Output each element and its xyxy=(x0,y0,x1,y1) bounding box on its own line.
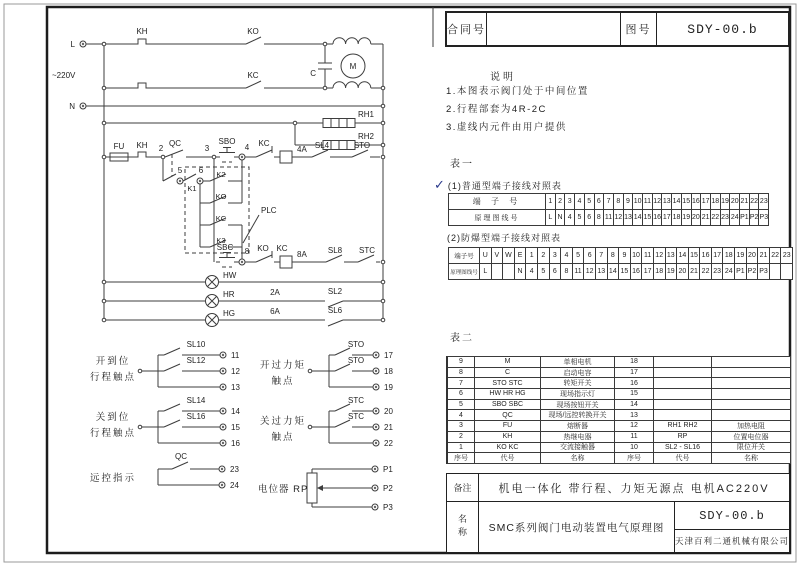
label-p1: P1 xyxy=(383,465,393,474)
wire-cell: N xyxy=(515,264,527,280)
wire-cell: 22 xyxy=(700,264,712,280)
terminal-cell: 10 xyxy=(633,194,643,210)
component-cell: 4 xyxy=(448,410,475,421)
component-cell: 热继电器 xyxy=(541,432,615,443)
wiper-arrow-icon xyxy=(317,485,323,491)
label-motor: M xyxy=(349,62,357,71)
label-rh1: RH1 xyxy=(358,110,375,119)
component-cell: 熔断器 xyxy=(541,421,615,432)
wire-cell: 24 xyxy=(730,210,740,226)
label-stc2: STC xyxy=(348,412,364,421)
label-hg: HG xyxy=(223,309,235,318)
terminal-cell: 4 xyxy=(561,248,573,264)
wire-cell: 13 xyxy=(596,264,608,280)
terminal-cell: 15 xyxy=(689,248,701,264)
wire-cell: 15 xyxy=(643,210,653,226)
label-k3: K3 xyxy=(216,236,226,245)
label-sl6: SL6 xyxy=(327,306,343,315)
terminal-cell: 21 xyxy=(758,248,770,264)
component-cell: 6 xyxy=(448,389,475,400)
circuit-wires xyxy=(86,37,383,326)
wire-cell: 11 xyxy=(573,264,585,280)
label-wire3: 3 xyxy=(204,144,210,153)
terminal-row xyxy=(449,194,769,210)
wire-row xyxy=(449,210,769,226)
terminal-cell: E xyxy=(515,248,527,264)
terminal-cell: 17 xyxy=(701,194,711,210)
label-grp-ctq2: 触点 xyxy=(271,432,295,443)
name-label: 名称 xyxy=(447,502,479,552)
drawing-no-value: SDY-00.b xyxy=(687,21,758,37)
component-cell: 12 xyxy=(615,421,654,432)
terminal-cell: V xyxy=(492,248,504,264)
label-wire2a: 2A xyxy=(270,288,280,297)
label-ko-aux: KO xyxy=(215,192,227,201)
terminal-cell: U xyxy=(480,248,492,264)
wire-cell: 22 xyxy=(711,210,721,226)
component-cell: 限位开关 xyxy=(712,443,791,454)
terminal-cell: 19 xyxy=(721,194,731,210)
wire-cell xyxy=(770,264,782,280)
component-table xyxy=(446,356,791,464)
terminal-cells xyxy=(480,248,793,264)
wire-cell: P1 xyxy=(740,210,750,226)
component-cell xyxy=(654,400,712,411)
table1-normal-title xyxy=(434,177,562,193)
terminal-cell: 6 xyxy=(595,194,605,210)
component-cell: 现场指示灯 xyxy=(541,389,615,400)
table1-ex-title: (2)防爆型端子接线对照表 xyxy=(447,233,562,243)
component-cell: C xyxy=(475,368,541,379)
wire-cell: 23 xyxy=(721,210,731,226)
component-cell: HW HR HG xyxy=(475,389,541,400)
component-cell: 11 xyxy=(615,432,654,443)
terminal-cell: 2 xyxy=(556,194,566,210)
terminal-cell: 4 xyxy=(575,194,585,210)
label-grp-ctq1: 关过力矩 xyxy=(259,416,307,427)
label-hw: HW xyxy=(223,271,237,280)
component-cell: 13 xyxy=(615,410,654,421)
component-cell xyxy=(712,357,791,368)
component-cell xyxy=(712,400,791,411)
label-ko-top: KO xyxy=(247,27,259,36)
component-cell: 9 xyxy=(448,357,475,368)
lamp-symbols xyxy=(206,276,219,327)
component-cell xyxy=(712,410,791,421)
wire-cells xyxy=(546,210,769,226)
terminal-cell: 5 xyxy=(585,194,595,210)
label-t23: 23 xyxy=(230,465,239,474)
terminal-cell: 19 xyxy=(735,248,747,264)
label-wire6a: 6A xyxy=(270,307,280,316)
wire-cell: 13 xyxy=(624,210,634,226)
component-cell xyxy=(654,389,712,400)
label-cap: C xyxy=(310,69,316,78)
component-cell xyxy=(712,389,791,400)
component-cell: 10 xyxy=(615,443,654,454)
label-kh-top: KH xyxy=(136,27,148,36)
component-cell: 5 xyxy=(448,400,475,411)
label-t22: 22 xyxy=(384,439,393,448)
wire-cell: 21 xyxy=(701,210,711,226)
label-sto2: STO xyxy=(347,356,365,365)
terminal-row-header: 端子号 xyxy=(449,248,480,264)
terminal-table-ex xyxy=(448,247,793,280)
label-sl12: SL12 xyxy=(186,356,206,365)
terminal-cell: 16 xyxy=(692,194,702,210)
contract-no-value xyxy=(487,13,621,45)
terminal-cell: 10 xyxy=(631,248,643,264)
wire-cell: 18 xyxy=(672,210,682,226)
label-kc-top: KC xyxy=(247,71,259,80)
component-cell: 单相电机 xyxy=(541,357,615,368)
component-cell: 7 xyxy=(448,378,475,389)
label-term6: 6 xyxy=(198,166,204,175)
wire-cell: P2 xyxy=(750,210,760,226)
wire-cell: 6 xyxy=(585,210,595,226)
label-k2: K2 xyxy=(216,170,226,179)
label-term8: 8 xyxy=(244,247,250,256)
label-kc-nc: KC xyxy=(258,139,270,148)
terminal-row-header: 端 子 号 xyxy=(449,194,546,210)
terminal-cell: 22 xyxy=(770,248,782,264)
wire-cell: 5 xyxy=(575,210,585,226)
label-sl8: SL8 xyxy=(327,246,343,255)
label-t21: 21 xyxy=(384,423,393,432)
wire-cell xyxy=(781,264,793,280)
wire-cell xyxy=(492,264,504,280)
component-cell: 3 xyxy=(448,421,475,432)
label-sl16: SL16 xyxy=(186,412,206,421)
wire-cells xyxy=(480,264,793,280)
component-cell: STO STC xyxy=(475,378,541,389)
component-cell: 现场/远控转换开关 xyxy=(541,410,615,421)
component-cell xyxy=(654,368,712,379)
terminal-cell: 7 xyxy=(596,248,608,264)
component-footer-cell: 代号 xyxy=(475,453,541,464)
component-cell: 17 xyxy=(615,368,654,379)
note-item: 1.本图表示阀门处于中间位置 xyxy=(446,86,589,97)
wire-cell: 15 xyxy=(619,264,631,280)
label-sto1: STO xyxy=(347,340,365,349)
label-grp-open1: 开到位 xyxy=(95,356,131,367)
component-cell: SL2 - SL16 xyxy=(654,443,712,454)
label-grp-otq1: 开过力矩 xyxy=(259,360,307,371)
wire-cell: P2 xyxy=(747,264,759,280)
component-footer-cell: 代号 xyxy=(654,453,712,464)
label-ko-nc: KO xyxy=(257,244,269,253)
terminal-cell: 1 xyxy=(546,194,556,210)
terminal-cell: 7 xyxy=(604,194,614,210)
component-cell: KH xyxy=(475,432,541,443)
wire-cell: 20 xyxy=(677,264,689,280)
notes-title: 说明 xyxy=(490,72,516,83)
terminal-cells xyxy=(546,194,769,210)
wire-cell: 4 xyxy=(565,210,575,226)
check-mark-icon: ✓ xyxy=(434,177,446,192)
label-t16: 16 xyxy=(231,439,240,448)
terminal-cell: 22 xyxy=(750,194,760,210)
label-rp: 电位器 RP xyxy=(258,484,309,495)
drawing-no-bottom: SDY-00.b xyxy=(675,502,789,530)
label-remote: 远控指示 xyxy=(89,473,137,484)
note-item: 3.虚线内元件由用户提供 xyxy=(446,122,567,133)
label-n: N xyxy=(69,102,75,111)
wire-cell: P1 xyxy=(735,264,747,280)
label-stc-main: STC xyxy=(359,246,375,255)
component-cell: 18 xyxy=(615,357,654,368)
wire-cell: 17 xyxy=(662,210,672,226)
wire-cell: 8 xyxy=(595,210,605,226)
terminal-cell: 18 xyxy=(711,194,721,210)
label-supply: ~220V xyxy=(52,71,76,80)
wire-cell: 16 xyxy=(631,264,643,280)
label-t12: 12 xyxy=(231,367,240,376)
terminal-cell: 15 xyxy=(682,194,692,210)
wire-cell: 23 xyxy=(712,264,724,280)
terminal-cell: 14 xyxy=(677,248,689,264)
terminal-cell: 9 xyxy=(619,248,631,264)
terminal-cell: 1 xyxy=(526,248,538,264)
terminal-cell: 8 xyxy=(614,194,624,210)
label-fu: FU xyxy=(113,142,125,151)
drawing-name: SMC系列阀门电动装置电气原理图 xyxy=(479,502,675,552)
terminal-cell: 13 xyxy=(666,248,678,264)
wire-cell: N xyxy=(556,210,566,226)
component-cell: QC xyxy=(475,410,541,421)
label-qc: QC xyxy=(169,139,181,148)
label-t13: 13 xyxy=(231,383,240,392)
label-k1: K1 xyxy=(187,184,197,193)
label-stc1: STC xyxy=(348,396,364,405)
wire-cell: P3 xyxy=(759,210,769,226)
component-cell: 15 xyxy=(615,389,654,400)
label-sl2: SL2 xyxy=(327,287,343,296)
terminal-cell: 3 xyxy=(550,248,562,264)
component-cell: 1 xyxy=(448,443,475,454)
wire-cell: 21 xyxy=(689,264,701,280)
wire-cell: 14 xyxy=(633,210,643,226)
label-sl4: SL4 xyxy=(314,141,330,150)
terminal-cell: 3 xyxy=(565,194,575,210)
component-cell: 启动电容 xyxy=(541,368,615,379)
wire-cell: 19 xyxy=(666,264,678,280)
label-term4: 4 xyxy=(244,143,250,152)
label-t19: 19 xyxy=(384,383,393,392)
terminal-cell: 20 xyxy=(747,248,759,264)
name-block-right xyxy=(675,502,789,552)
label-t18: 18 xyxy=(384,367,393,376)
component-cell: M xyxy=(475,357,541,368)
terminal-cell: 23 xyxy=(759,194,769,210)
terminal-cell: 18 xyxy=(723,248,735,264)
label-wire2: 2 xyxy=(158,144,164,153)
terminal-cell: 11 xyxy=(642,248,654,264)
wire-cell: 12 xyxy=(614,210,624,226)
component-cell: RH1 RH2 xyxy=(654,421,712,432)
terminal-cell: 5 xyxy=(573,248,585,264)
company-name: 天津百利二通机械有限公司 xyxy=(675,536,790,546)
terminal-cell: W xyxy=(503,248,515,264)
wire-cell: 17 xyxy=(642,264,654,280)
component-cell: 8 xyxy=(448,368,475,379)
component-footer-cell: 名称 xyxy=(541,453,615,464)
component-cell: 转矩开关 xyxy=(541,378,615,389)
label-t14: 14 xyxy=(231,407,240,416)
terminal-cell: 14 xyxy=(672,194,682,210)
wire-cell: 12 xyxy=(584,264,596,280)
wire-cell: 5 xyxy=(538,264,550,280)
component-cell xyxy=(712,378,791,389)
label-t17: 17 xyxy=(384,351,393,360)
terminal-cell: 20 xyxy=(730,194,740,210)
component-cell: 2 xyxy=(448,432,475,443)
note-item: 2.行程部套为4R-2C xyxy=(446,104,547,115)
label-sl14: SL14 xyxy=(186,396,206,405)
label-grp-otq2: 触点 xyxy=(271,376,295,387)
terminal-cell: 17 xyxy=(712,248,724,264)
wire-cell: 19 xyxy=(682,210,692,226)
contract-no-label: 合同号 xyxy=(447,13,487,45)
label-p3: P3 xyxy=(383,503,393,512)
label-sl10: SL10 xyxy=(186,340,206,349)
component-footer-cell: 名称 xyxy=(712,453,791,464)
wire-cell: 16 xyxy=(653,210,663,226)
wire-row-header: 原理图线号 xyxy=(449,264,480,280)
title-block xyxy=(445,11,790,47)
normal-title-text: (1)普通型端子接线对照表 xyxy=(447,181,562,191)
label-sbc: SBC xyxy=(216,243,234,252)
component-cell: 14 xyxy=(615,400,654,411)
label-t24: 24 xyxy=(230,481,239,490)
remark-block xyxy=(446,473,790,502)
component-cell xyxy=(712,368,791,379)
component-cell: 交流接触器 xyxy=(541,443,615,454)
potentiometer-symbol xyxy=(307,473,317,503)
wire-cell: 18 xyxy=(654,264,666,280)
terminal-row xyxy=(449,248,793,264)
wire-cell: 20 xyxy=(692,210,702,226)
label-l: L xyxy=(70,40,75,49)
drawing-no-label: 图号 xyxy=(621,13,657,45)
label-kc-aux: KC xyxy=(215,214,227,223)
wire-cell: 6 xyxy=(550,264,562,280)
wire-cell: 24 xyxy=(723,264,735,280)
fuse-symbol xyxy=(110,153,128,161)
wire-row xyxy=(449,264,793,280)
component-cell: KO KC xyxy=(475,443,541,454)
terminal-cell: 16 xyxy=(700,248,712,264)
label-t15: 15 xyxy=(231,423,240,432)
label-qc-out: QC xyxy=(175,452,187,461)
label-sto-main: STO xyxy=(353,141,371,150)
component-cell: 16 xyxy=(615,378,654,389)
wire-cell: 14 xyxy=(608,264,620,280)
terminal-cell: 23 xyxy=(781,248,793,264)
table2-caption: 表二 xyxy=(450,333,474,344)
component-cell xyxy=(654,378,712,389)
wire-cell: L xyxy=(480,264,492,280)
label-grp-close2: 行程触点 xyxy=(89,428,137,439)
component-cell: RP xyxy=(654,432,712,443)
label-term5: 5 xyxy=(177,166,183,175)
label-kc-coil: KC xyxy=(276,244,288,253)
terminal-cell: 2 xyxy=(538,248,550,264)
wire-cell xyxy=(503,264,515,280)
component-footer-cell: 序号 xyxy=(448,453,475,464)
label-plc: PLC xyxy=(261,206,277,215)
terminal-table-normal xyxy=(448,193,769,226)
name-block xyxy=(446,502,790,553)
label-hr: HR xyxy=(223,290,235,299)
notes-list xyxy=(446,83,589,137)
component-cell: 位置电位器 xyxy=(712,432,791,443)
circuit-labels xyxy=(52,27,393,512)
label-sbo: SBO xyxy=(218,137,236,146)
wire-cell: L xyxy=(546,210,556,226)
terminal-cell: 12 xyxy=(654,248,666,264)
terminal-cell: 8 xyxy=(608,248,620,264)
wire-cell: P3 xyxy=(758,264,770,280)
component-cell: 现场按钮开关 xyxy=(541,400,615,411)
label-t11: 11 xyxy=(231,351,240,360)
terminal-cell: 21 xyxy=(740,194,750,210)
component-cell: SBO SBC xyxy=(475,400,541,411)
wire-cell: 8 xyxy=(561,264,573,280)
terminal-cell: 9 xyxy=(624,194,634,210)
component-cell xyxy=(654,357,712,368)
terminal-cell: 11 xyxy=(643,194,653,210)
component-cell xyxy=(654,410,712,421)
label-kh-ctl: KH xyxy=(136,141,148,150)
label-grp-open2: 行程触点 xyxy=(89,372,137,383)
wire-cell: 4 xyxy=(526,264,538,280)
terminal-cell: 13 xyxy=(662,194,672,210)
label-wire8a: 8A xyxy=(297,250,307,259)
component-footer-cell: 序号 xyxy=(615,453,654,464)
terminal-cell: 12 xyxy=(653,194,663,210)
component-cell: 加热电阻 xyxy=(712,421,791,432)
table1-caption: 表一 xyxy=(450,159,474,170)
label-t20: 20 xyxy=(384,407,393,416)
label-grp-close1: 关到位 xyxy=(95,412,131,423)
label-wire4a: 4A xyxy=(297,145,307,154)
label-rh2: RH2 xyxy=(358,132,375,141)
remark-value: 机电一体化 带行程、力矩无源点 电机AC220V xyxy=(498,482,770,495)
component-cell: FU xyxy=(475,421,541,432)
label-p2: P2 xyxy=(383,484,393,493)
wire-cell: 11 xyxy=(604,210,614,226)
terminal-cell: 6 xyxy=(584,248,596,264)
remark-label: 备注 xyxy=(447,474,479,501)
wire-row-header: 原理图线号 xyxy=(449,210,546,226)
